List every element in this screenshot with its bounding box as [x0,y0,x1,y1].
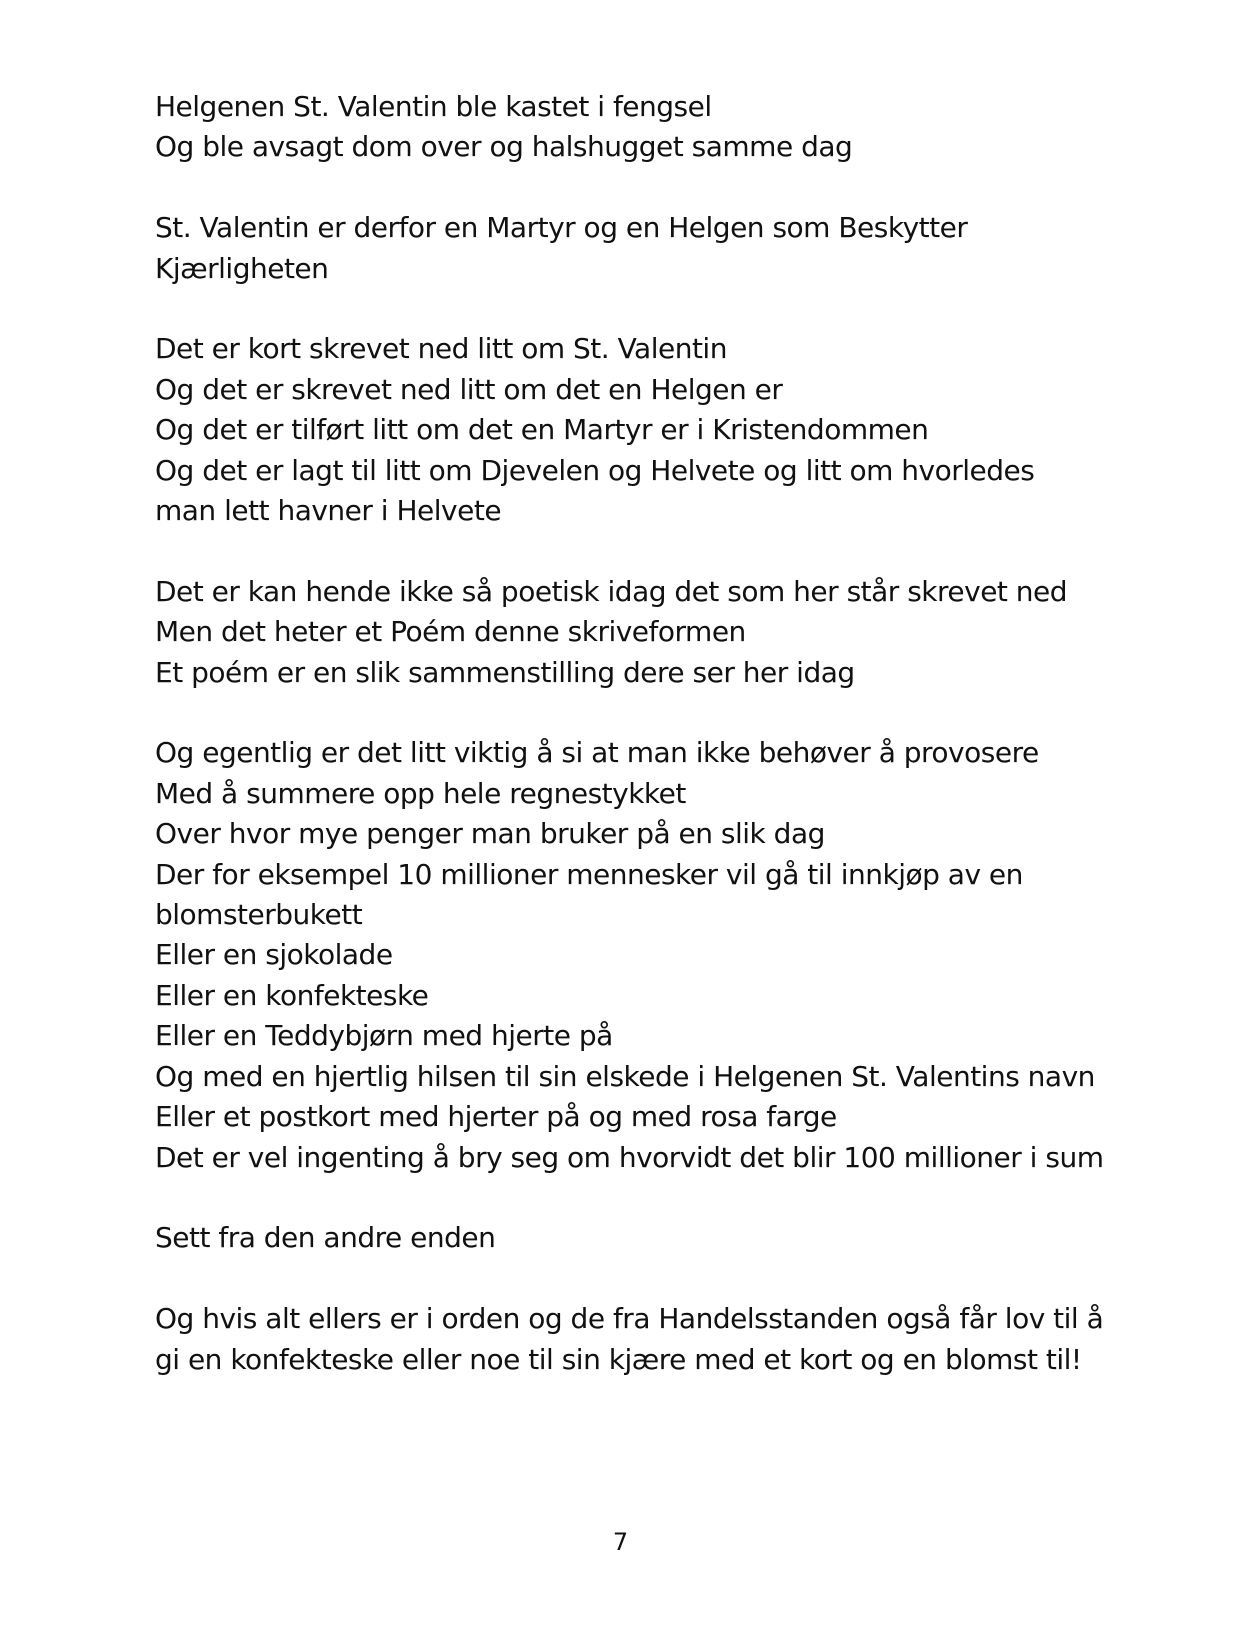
text-line: Og det er tilført litt om det en Martyr er i Kristendommen [155,413,929,447]
poem-text [155,87,1155,1380]
text-line: Med å summere opp hele regnestykket [155,776,686,810]
paragraph-gap [155,693,1155,733]
paragraph [155,329,1155,531]
paragraph-gap [155,531,1155,571]
paragraph-gap [155,289,1155,329]
text-line: Der for eksempel 10 millioner mennesker vil gå til innkjøp av en [155,857,1023,891]
text-line: Og hvis alt ellers er i orden og de fra Handelsstanden også får lov til å [155,1302,1104,1336]
text-line: Og ble avsagt dom over og halshugget samme dag [155,130,853,164]
text-line: Sett fra den andre enden [155,1221,496,1255]
text-line: Eller en Teddybjørn med hjerte på [155,1019,613,1053]
paragraph-gap [155,1259,1155,1299]
text-line: Og med en hjertlig hilsen til sin elskede i Helgenen St. Valentins navn [155,1059,1095,1093]
text-line: Eller en sjokolade [155,938,393,972]
text-line: Og egentlig er det litt viktig å si at man ikke behøver å provosere [155,736,1039,770]
text-line: gi en konfekteske eller noe til sin kjære med et kort og en blomst til! [155,1342,1082,1376]
text-line: Og det er lagt til litt om Djevelen og Helvete og litt om hvorledes [155,453,1035,487]
paragraph [155,1299,1155,1380]
text-line: Kjærligheten [155,251,329,285]
paragraph-gap [155,1178,1155,1218]
paragraph [155,1218,1155,1258]
paragraph [155,572,1155,693]
paragraph [155,208,1155,289]
text-line: Og det er skrevet ned litt om det en Helgen er [155,372,783,406]
paragraph [155,733,1155,1177]
text-line: Det er kan hende ikke så poetisk idag det som her står skrevet ned [155,574,1068,608]
text-line: Et poém er en slik sammenstilling dere ser her idag [155,655,855,689]
page-number: 7 [612,1528,629,1556]
text-line: Helgenen St. Valentin ble kastet i fengsel [155,90,712,123]
text-line: Det er vel ingenting å bry seg om hvorvidt det blir 100 millioner i sum [155,1140,1104,1174]
text-line: blomsterbukett [155,898,363,932]
text-line: Eller et postkort med hjerter på og med rosa farge [155,1100,837,1134]
paragraph-gap [155,168,1155,208]
text-line: Eller en konfekteske [155,978,429,1012]
paragraph [155,87,1155,168]
text-line: St. Valentin er derfor en Martyr og en Helgen som Beskytter [155,211,968,245]
text-line: Det er kort skrevet ned litt om St. Valentin [155,332,727,366]
text-line: Men det heter et Poém denne skriveformen [155,615,746,649]
text-line: man lett havner i Helvete [155,494,502,528]
text-line: Over hvor mye penger man bruker på en slik dag [155,817,825,851]
